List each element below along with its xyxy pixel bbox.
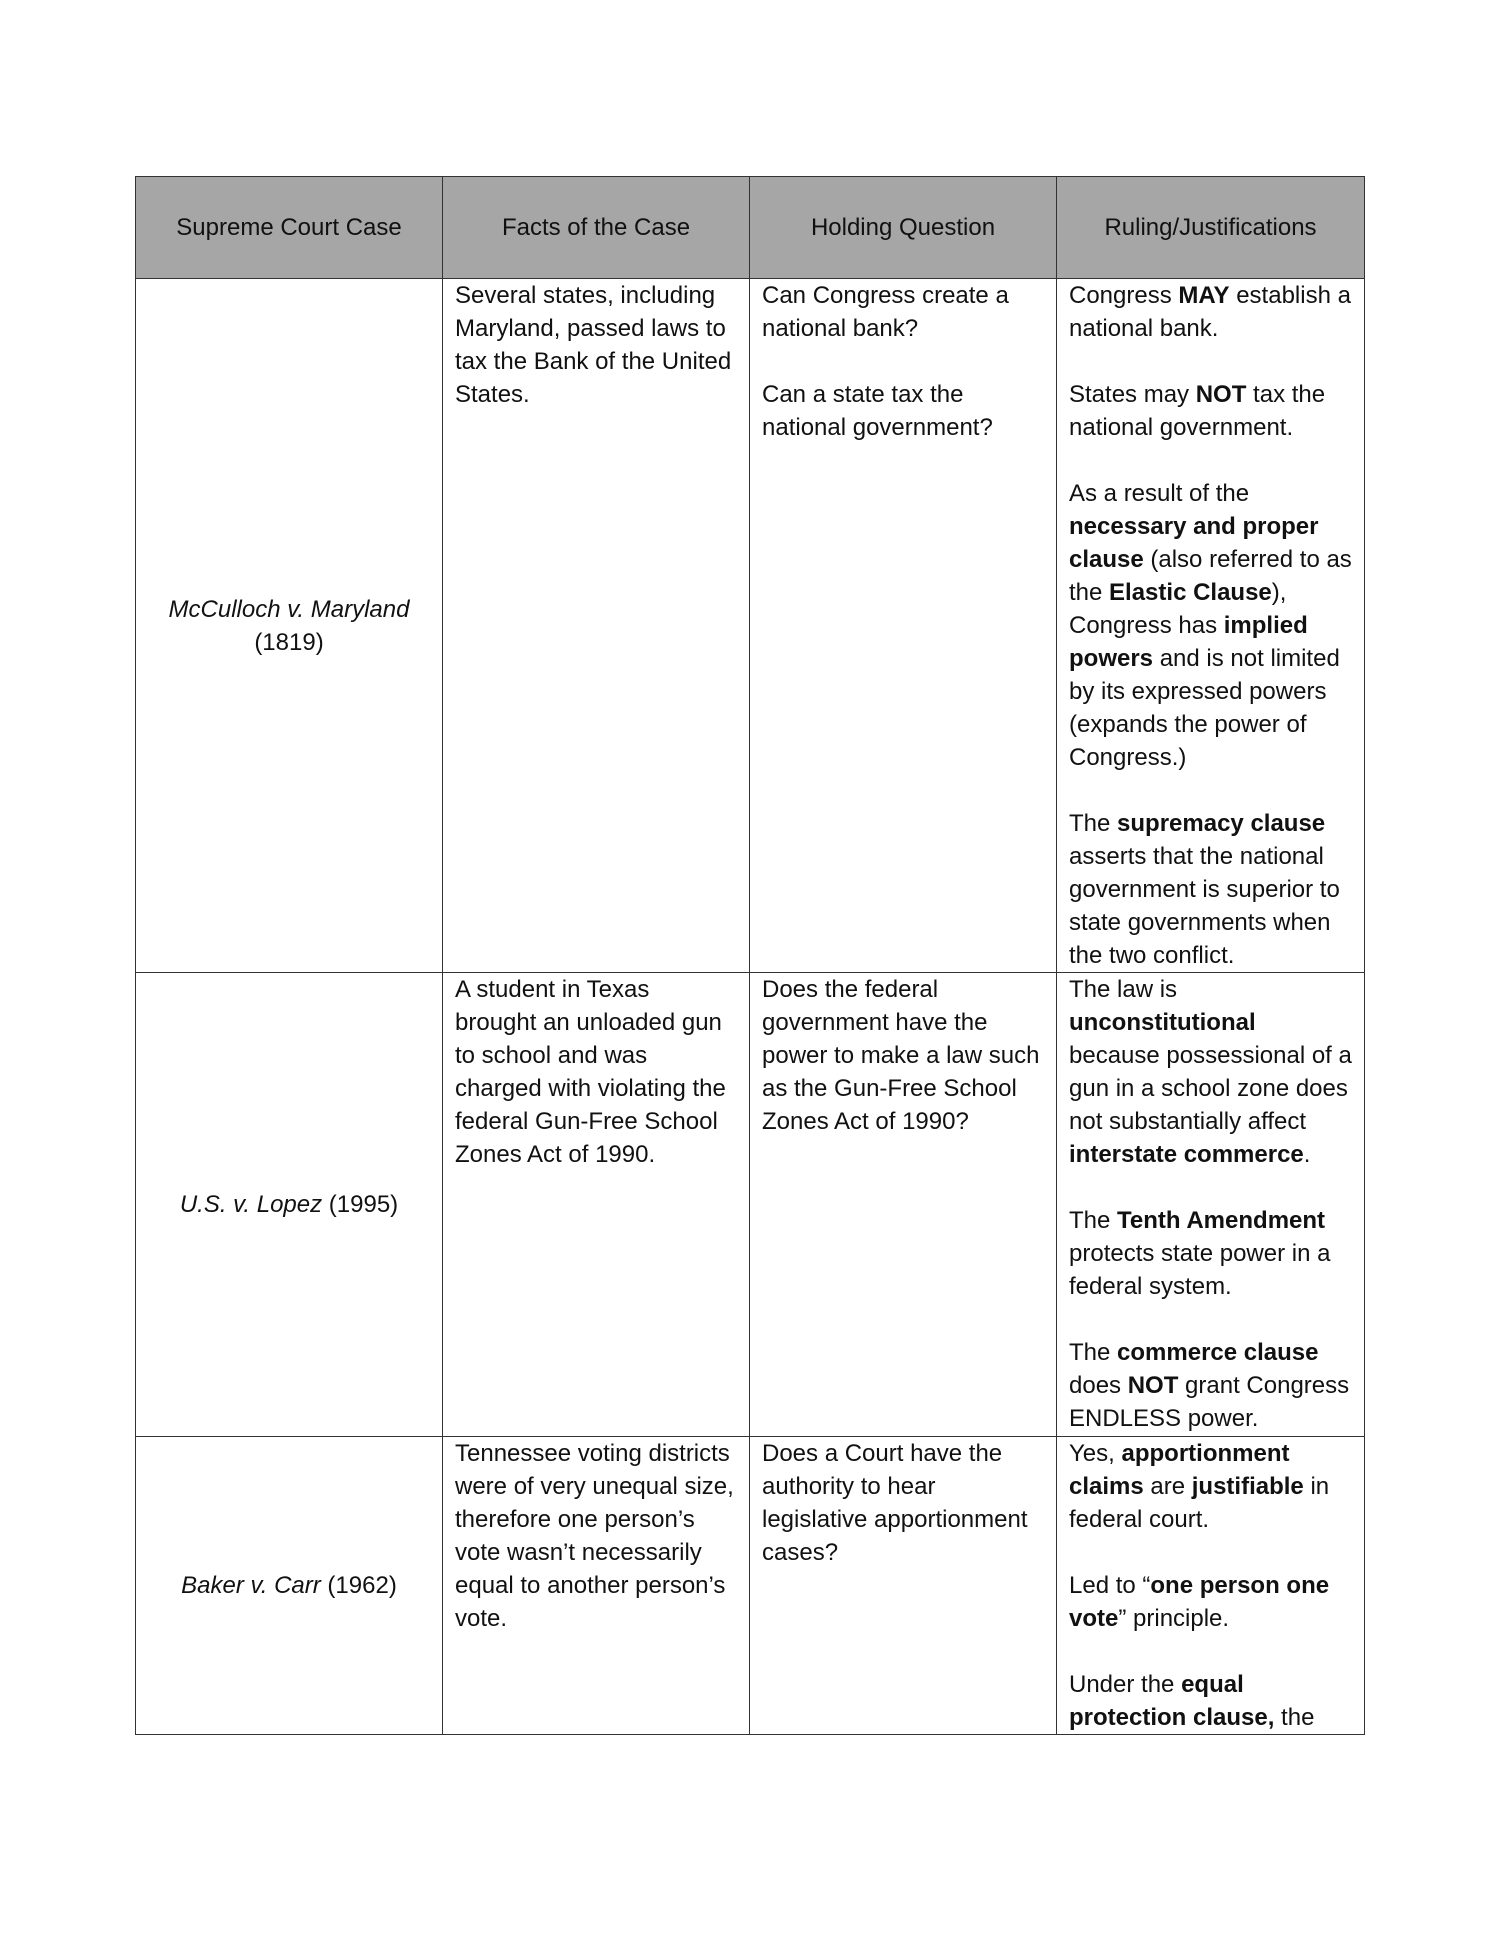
question-cell xyxy=(750,973,1057,1437)
question-text: Can Congress create a national bank? xyxy=(762,282,1009,342)
question-cell xyxy=(750,279,1057,973)
ruling-paragraph: States may NOT tax the national government. xyxy=(1069,381,1326,441)
ruling-cell xyxy=(1057,1437,1365,1735)
case-year: (1962) xyxy=(320,1572,397,1599)
case-name: Baker v. Carr xyxy=(181,1572,321,1599)
question-text: Can a state tax the national government? xyxy=(762,381,993,441)
ruling-paragraph: Led to “one person one vote” principle. xyxy=(1069,1572,1330,1632)
header-case: Supreme Court Case xyxy=(136,177,443,279)
header-question: Holding Question xyxy=(750,177,1057,279)
ruling-paragraph: As a result of the necessary and proper clause (also referred to as the Elastic Clause), Congress has implied powers and is not limited by its expressed powers (expands the power of Congress.) xyxy=(1069,480,1352,771)
ruling-paragraph: The commerce clause does NOT grant Congress ENDLESS power. xyxy=(1069,1339,1350,1432)
ruling-paragraph: Congress MAY establish a national bank. xyxy=(1069,282,1351,342)
ruling-paragraph: The supremacy clause asserts that the national government is superior to state governments when the two conflict. xyxy=(1069,810,1340,969)
question-text: Does the federal government have the power to make a law such as the Gun-Free School Zones Act of 1990? xyxy=(762,976,1040,1135)
facts-cell xyxy=(443,279,750,973)
case-year: (1995) xyxy=(322,1191,399,1218)
case-name-cell xyxy=(136,973,443,1437)
facts-cell xyxy=(443,1437,750,1735)
case-name-cell xyxy=(136,1437,443,1735)
question-cell xyxy=(750,1437,1057,1735)
table-header-row xyxy=(136,177,1365,279)
question-text: Does a Court have the authority to hear legislative apportionment cases? xyxy=(762,1440,1028,1566)
ruling-cell xyxy=(1057,279,1365,973)
ruling-paragraph: Yes, apportionment claims are justifiable in federal court. xyxy=(1069,1440,1330,1533)
facts-text: Several states, including Maryland, passed laws to tax the Bank of the United States. xyxy=(455,282,732,408)
facts-text: A student in Texas brought an unloaded gun to school and was charged with violating the federal Gun-Free School Zones Act of 1990. xyxy=(455,976,726,1168)
supreme-court-cases-table xyxy=(135,176,1365,1735)
header-ruling: Ruling/Justifications xyxy=(1057,177,1365,279)
header-facts: Facts of the Case xyxy=(443,177,750,279)
case-name-cell xyxy=(136,279,443,973)
ruling-paragraph: Under the equal protection clause, the xyxy=(1069,1671,1315,1731)
facts-text: Tennessee voting districts were of very unequal size, therefore one person’s vote wasn’t necessarily equal to another person’s vote. xyxy=(455,1440,734,1632)
table-row xyxy=(136,973,1365,1437)
ruling-cell xyxy=(1057,973,1365,1437)
facts-cell xyxy=(443,973,750,1437)
ruling-paragraph: The Tenth Amendment protects state power in a federal system. xyxy=(1069,1207,1331,1300)
ruling-paragraph: The law is unconstitutional because possessional of a gun in a school zone does not substantially affect interstate commerce. xyxy=(1069,976,1352,1168)
case-name: U.S. v. Lopez xyxy=(179,1191,323,1218)
table-row xyxy=(136,279,1365,973)
table-row xyxy=(136,1437,1365,1735)
case-year: (1819) xyxy=(254,628,324,656)
case-name: McCulloch v. Maryland xyxy=(168,595,410,623)
